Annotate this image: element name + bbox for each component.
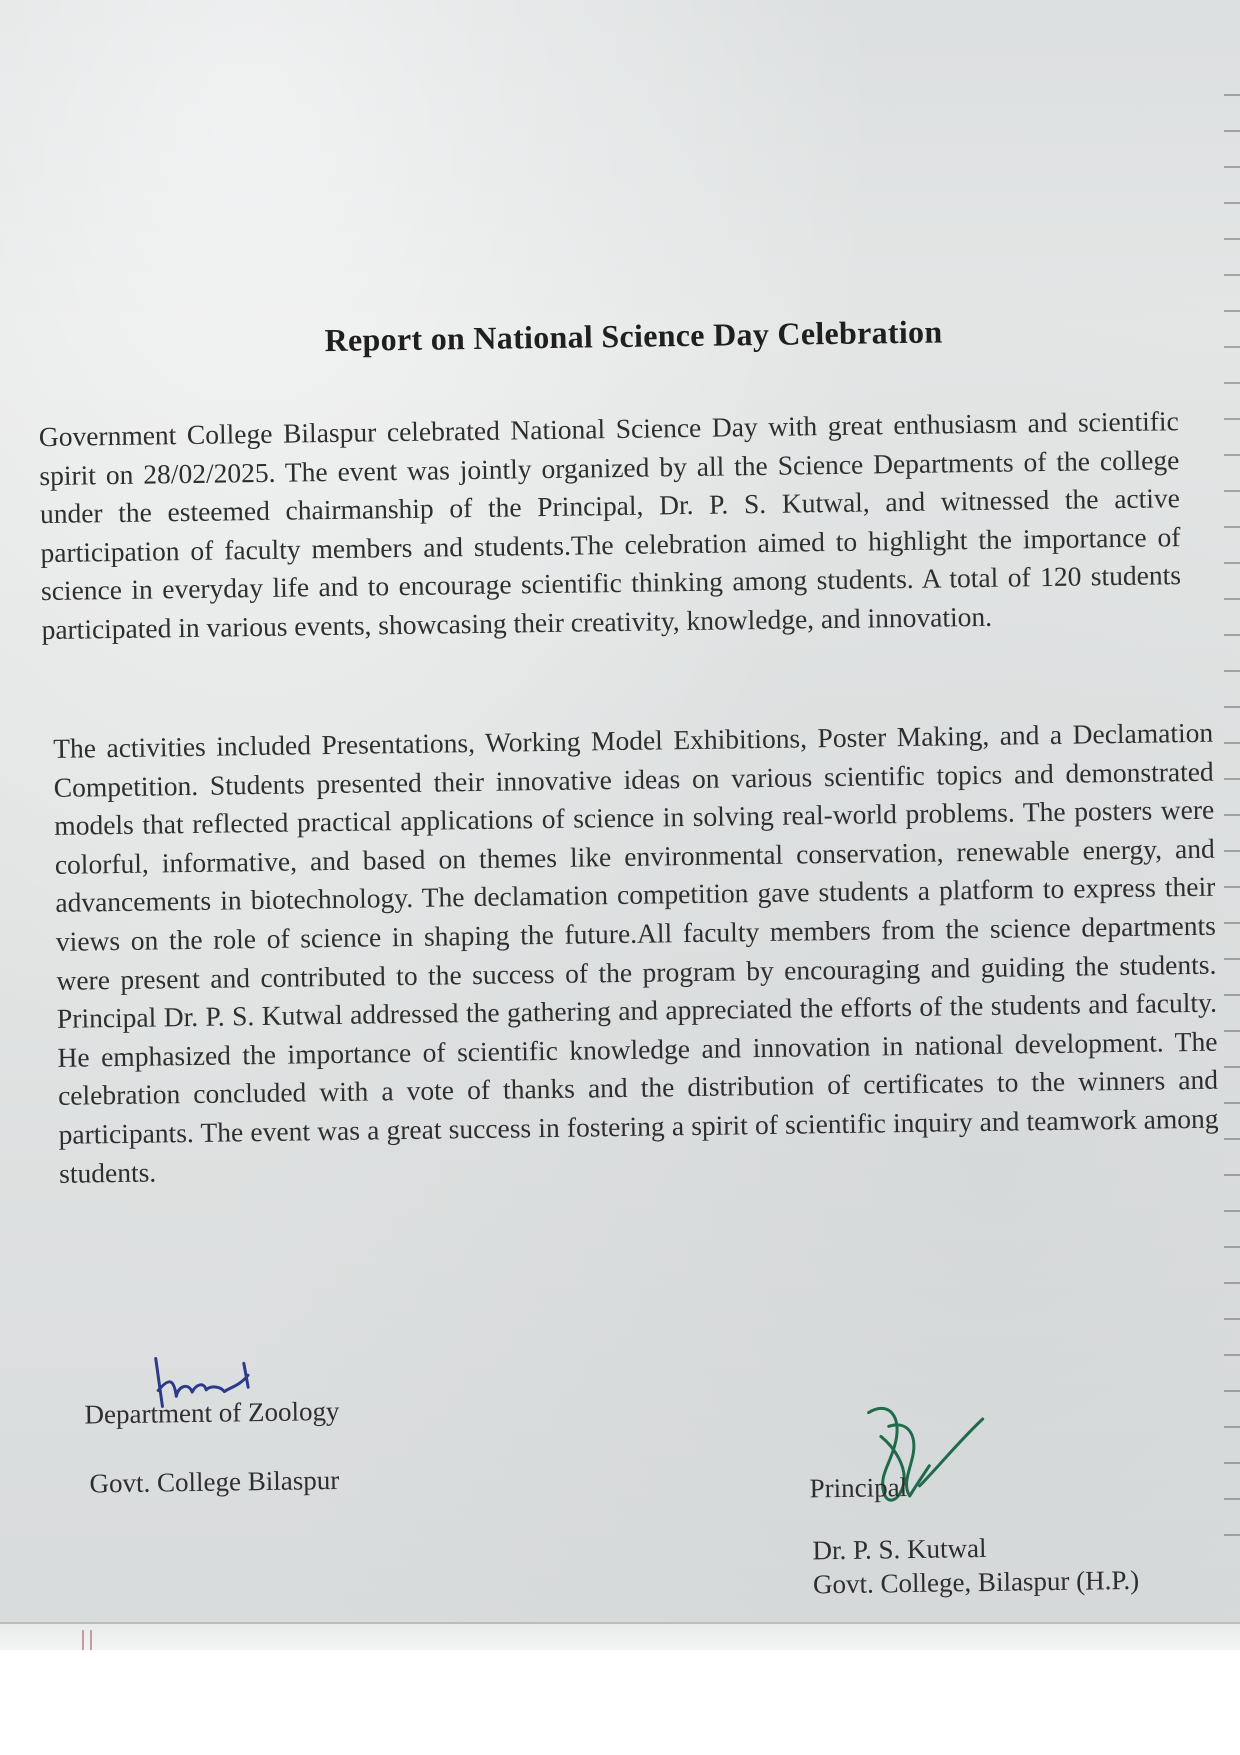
principal-label: Principal xyxy=(809,1472,908,1504)
margin-marks xyxy=(82,1630,92,1650)
department-college: Govt. College Bilaspur xyxy=(89,1464,340,1499)
department-name: Department of Zoology xyxy=(84,1395,340,1430)
report-title: Report on National Science Day Celebration xyxy=(324,313,943,359)
report-paragraph-2: The activities included Presentations, Working Model Exhibitions, Poster Making, and a Declamation Competition. Students presented their innovative ideas on various scientific topics and demonstrated models that reflected practical applications of science in solving real-world problems. The posters were colorful, informative, and based on themes like environmental conservation, renewable energy, and advancements in biotechnology. The declamation competition gave students a platform to express their views on the role of science in shaping the future.All faculty members from the science departments were present and contributed to the success of the program by encouraging and guiding the students. Principal Dr. P. S. Kutwal addressed the gathering and appreciated the efforts of the students and faculty. He emphasized the importance of scientific knowledge and innovation in national development. The celebration concluded with a vote of thanks and the distribution of certificates to the winners and participants. The event was a great success in fostering a spirit of scientific inquiry and teamwork among students. xyxy=(53,716,1219,1189)
principal-name: Dr. P. S. Kutwal xyxy=(812,1532,987,1566)
principal-college: Govt. College, Bilaspur (H.P.) xyxy=(812,1564,1140,1600)
report-paragraph-1: Government College Bilaspur celebrated National Science Day with great enthusiasm and scientific spirit on 28/02/2025. The event was jointly organized by all the Science Departments of the college under the esteemed chairmanship of the Principal, Dr. P. S. Kutwal, and witnessed the active participation of faculty members and students.The celebration aimed to highlight the importance of science in everyday life and to encourage scientific thinking among students. A total of 120 students participated in various events, showcasing their creativity, knowledge, and innovation. xyxy=(38,405,1182,646)
paper-bottom-edge xyxy=(0,1622,1240,1650)
